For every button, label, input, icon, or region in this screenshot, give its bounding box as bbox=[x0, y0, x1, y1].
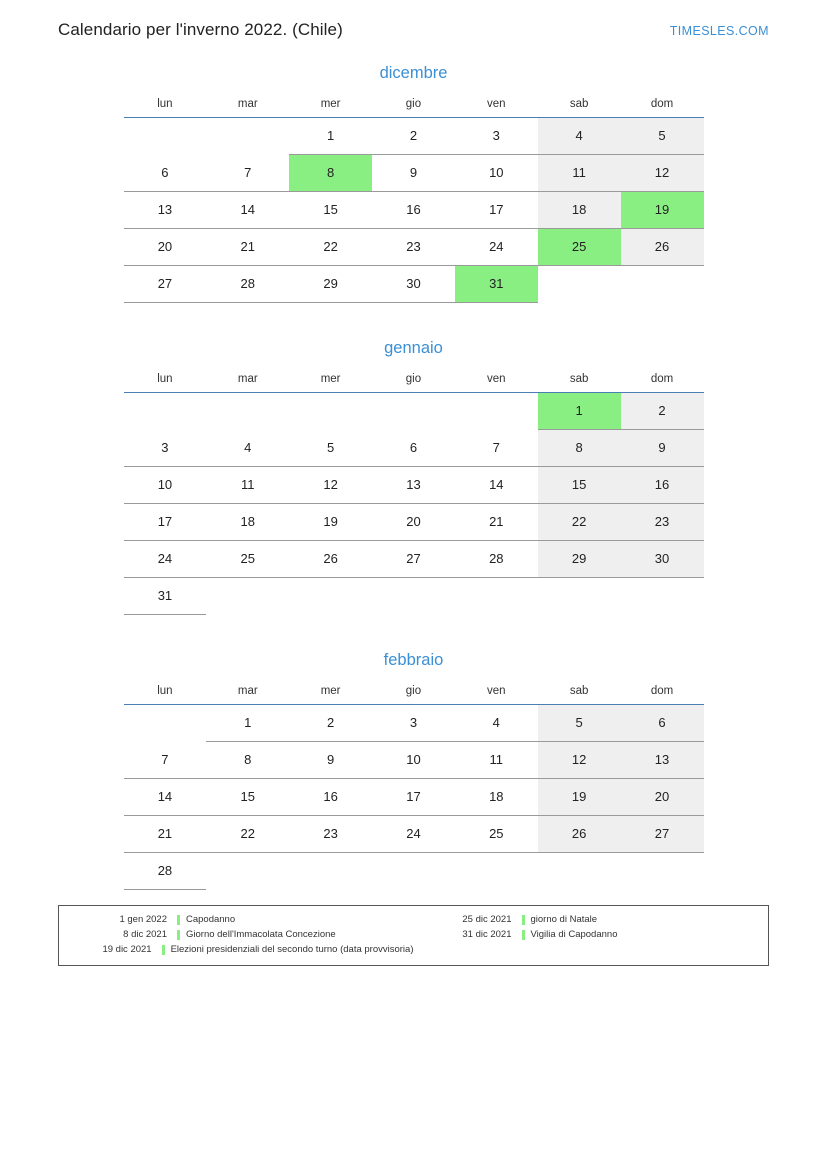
month-block bbox=[0, 651, 827, 926]
day-cell[interactable] bbox=[124, 779, 207, 816]
day-number: 28 bbox=[489, 551, 504, 566]
month-title: dicembre bbox=[379, 64, 448, 82]
day-cell-empty bbox=[621, 578, 704, 615]
day-number: 14 bbox=[489, 477, 504, 492]
day-cell[interactable] bbox=[372, 705, 455, 742]
day-number: 7 bbox=[161, 751, 169, 767]
week-row bbox=[124, 266, 704, 303]
day-number: 25 bbox=[240, 551, 255, 566]
week-row bbox=[124, 504, 704, 541]
weekday-header: lun bbox=[124, 372, 207, 393]
day-cell[interactable] bbox=[206, 541, 289, 578]
day-number: 20 bbox=[406, 514, 421, 529]
day-cell[interactable] bbox=[455, 118, 538, 155]
legend-column-left bbox=[69, 914, 414, 956]
day-number: 7 bbox=[492, 439, 500, 455]
month-spacer bbox=[0, 615, 827, 651]
legend-item bbox=[69, 929, 414, 941]
day-number: 5 bbox=[326, 439, 335, 455]
day-number: 13 bbox=[654, 752, 670, 767]
day-cell[interactable] bbox=[124, 504, 207, 541]
day-cell[interactable] bbox=[372, 229, 455, 266]
day-number: 28 bbox=[240, 276, 255, 291]
day-number: 6 bbox=[409, 439, 418, 455]
day-cell-empty bbox=[538, 578, 621, 615]
day-number: 15 bbox=[323, 202, 338, 217]
day-number: 16 bbox=[406, 202, 421, 217]
month-table bbox=[124, 372, 704, 615]
day-cell[interactable] bbox=[621, 430, 704, 467]
legend-date: 8 dic 2021 bbox=[123, 929, 167, 940]
day-cell[interactable] bbox=[538, 393, 621, 430]
weekday-header: dom bbox=[621, 97, 704, 118]
day-number: 26 bbox=[323, 551, 338, 566]
day-number: 4 bbox=[575, 128, 583, 143]
day-number: 15 bbox=[240, 789, 255, 804]
day-cell[interactable] bbox=[538, 779, 621, 816]
day-cell[interactable] bbox=[372, 118, 455, 155]
day-cell[interactable] bbox=[621, 118, 704, 155]
week-row bbox=[124, 742, 704, 779]
day-number: 14 bbox=[240, 202, 255, 217]
day-number: 10 bbox=[489, 165, 504, 180]
day-cell[interactable] bbox=[538, 742, 621, 779]
day-cell[interactable] bbox=[621, 779, 704, 816]
day-cell-empty bbox=[289, 393, 372, 430]
day-number: 20 bbox=[157, 239, 173, 254]
day-cell-empty bbox=[124, 393, 207, 430]
day-number: 21 bbox=[240, 239, 255, 254]
day-cell-empty bbox=[538, 853, 621, 890]
day-cell-empty bbox=[621, 266, 704, 303]
day-number: 4 bbox=[244, 439, 252, 455]
legend-column-right bbox=[414, 914, 759, 956]
month-title: febbraio bbox=[383, 651, 444, 669]
day-cell[interactable] bbox=[455, 705, 538, 742]
week-row bbox=[124, 705, 704, 742]
weekday-header: sab bbox=[538, 372, 621, 393]
month-block bbox=[0, 339, 827, 651]
day-cell[interactable] bbox=[289, 229, 372, 266]
day-cell[interactable] bbox=[455, 266, 538, 303]
day-number: 26 bbox=[654, 239, 670, 254]
day-cell[interactable] bbox=[372, 541, 455, 578]
legend-label: Capodanno bbox=[186, 914, 236, 925]
day-cell[interactable] bbox=[289, 504, 372, 541]
day-number: 20 bbox=[654, 789, 670, 804]
weekday-header: gio bbox=[372, 684, 455, 705]
day-number: 27 bbox=[157, 276, 173, 291]
day-number: 22 bbox=[240, 826, 255, 841]
day-number: 6 bbox=[658, 715, 666, 730]
day-number: 25 bbox=[571, 239, 587, 254]
day-cell[interactable] bbox=[206, 467, 289, 504]
day-cell[interactable] bbox=[289, 467, 372, 504]
day-number: 27 bbox=[654, 826, 670, 841]
day-cell[interactable] bbox=[538, 504, 621, 541]
day-number: 28 bbox=[157, 863, 173, 878]
weekday-header: sab bbox=[538, 684, 621, 705]
week-row bbox=[124, 541, 704, 578]
site-brand: TIMESLES.COM bbox=[669, 24, 769, 38]
day-number: 8 bbox=[244, 752, 252, 767]
weekday-header: lun bbox=[124, 97, 207, 118]
legend-color-swatch bbox=[522, 930, 525, 940]
legend-color-swatch bbox=[177, 915, 180, 925]
day-number: 2 bbox=[326, 715, 335, 730]
day-cell[interactable] bbox=[455, 541, 538, 578]
week-row bbox=[124, 229, 704, 266]
day-cell[interactable] bbox=[124, 853, 207, 890]
day-cell[interactable] bbox=[289, 118, 372, 155]
day-cell[interactable] bbox=[538, 541, 621, 578]
week-row bbox=[124, 192, 704, 229]
day-number: 23 bbox=[323, 826, 338, 841]
day-number: 19 bbox=[654, 202, 670, 217]
day-number: 17 bbox=[489, 202, 504, 217]
weekday-header: mar bbox=[206, 684, 289, 705]
day-cell[interactable] bbox=[124, 816, 207, 853]
day-cell[interactable] bbox=[538, 229, 621, 266]
day-cell[interactable] bbox=[621, 467, 704, 504]
day-number: 31 bbox=[157, 588, 173, 603]
day-cell-empty bbox=[289, 853, 372, 890]
day-number: 30 bbox=[406, 276, 421, 291]
day-cell[interactable] bbox=[124, 742, 207, 779]
weekday-header: mer bbox=[289, 684, 372, 705]
page-title: Calendario per l'inverno 2022. (Chile) bbox=[58, 20, 343, 39]
day-cell[interactable] bbox=[372, 155, 455, 192]
day-number: 5 bbox=[575, 715, 583, 730]
day-cell[interactable] bbox=[455, 430, 538, 467]
day-cell[interactable] bbox=[206, 430, 289, 467]
legend-item bbox=[414, 914, 759, 926]
day-number: 21 bbox=[489, 514, 504, 529]
legend-columns bbox=[69, 914, 758, 956]
day-cell[interactable] bbox=[455, 229, 538, 266]
day-cell[interactable] bbox=[455, 504, 538, 541]
day-number: 23 bbox=[654, 514, 670, 529]
day-number: 3 bbox=[409, 715, 418, 730]
week-row bbox=[124, 393, 704, 430]
day-cell[interactable] bbox=[289, 541, 372, 578]
weekday-header: gio bbox=[372, 372, 455, 393]
day-number: 17 bbox=[157, 514, 173, 529]
legend-item bbox=[414, 929, 759, 941]
day-cell[interactable] bbox=[124, 430, 207, 467]
day-cell[interactable] bbox=[455, 467, 538, 504]
legend-item bbox=[69, 944, 414, 956]
day-cell[interactable] bbox=[372, 779, 455, 816]
day-number: 11 bbox=[572, 165, 586, 180]
legend-date: 25 dic 2021 bbox=[462, 914, 512, 925]
day-number: 8 bbox=[326, 165, 335, 180]
day-cell[interactable] bbox=[289, 266, 372, 303]
day-cell[interactable] bbox=[124, 266, 207, 303]
day-number: 16 bbox=[654, 477, 670, 492]
week-row bbox=[124, 467, 704, 504]
day-number: 4 bbox=[492, 715, 500, 730]
day-cell[interactable] bbox=[455, 816, 538, 853]
day-cell[interactable] bbox=[206, 229, 289, 266]
day-cell[interactable] bbox=[621, 541, 704, 578]
day-cell[interactable] bbox=[206, 155, 289, 192]
day-cell[interactable] bbox=[372, 430, 455, 467]
day-cell[interactable] bbox=[455, 155, 538, 192]
day-cell[interactable] bbox=[372, 816, 455, 853]
day-number: 12 bbox=[654, 165, 670, 180]
day-number: 10 bbox=[406, 752, 421, 767]
day-number: 2 bbox=[409, 128, 418, 143]
day-cell[interactable] bbox=[538, 155, 621, 192]
day-cell[interactable] bbox=[124, 229, 207, 266]
day-number: 18 bbox=[571, 202, 587, 217]
day-cell[interactable] bbox=[206, 266, 289, 303]
day-number: 18 bbox=[489, 789, 504, 804]
month-table bbox=[124, 97, 704, 303]
day-cell[interactable] bbox=[289, 816, 372, 853]
day-number: 27 bbox=[406, 551, 421, 566]
legend-color-swatch bbox=[522, 915, 525, 925]
weekday-header: mar bbox=[206, 372, 289, 393]
months-container bbox=[0, 64, 827, 926]
day-cell[interactable] bbox=[289, 705, 372, 742]
day-number: 9 bbox=[409, 165, 418, 180]
day-cell[interactable] bbox=[124, 541, 207, 578]
day-cell-empty bbox=[455, 578, 538, 615]
day-number: 31 bbox=[489, 276, 504, 291]
legend-color-swatch bbox=[162, 945, 165, 955]
legend-date: 1 gen 2022 bbox=[119, 914, 167, 925]
day-cell[interactable] bbox=[621, 229, 704, 266]
day-number: 29 bbox=[323, 276, 338, 291]
day-cell[interactable] bbox=[538, 192, 621, 229]
day-number: 6 bbox=[161, 164, 169, 180]
day-cell-empty bbox=[455, 853, 538, 890]
day-number: 19 bbox=[323, 514, 338, 529]
weekday-header: sab bbox=[538, 97, 621, 118]
weekday-header: gio bbox=[372, 97, 455, 118]
day-number: 14 bbox=[157, 789, 173, 804]
day-number: 23 bbox=[406, 239, 421, 254]
day-cell[interactable] bbox=[289, 155, 372, 192]
day-cell[interactable] bbox=[206, 779, 289, 816]
day-number: 2 bbox=[658, 403, 666, 418]
legend-color-swatch bbox=[177, 930, 180, 940]
legend-label: Vigilia di Capodanno bbox=[530, 929, 618, 940]
day-cell[interactable] bbox=[289, 192, 372, 229]
day-number: 16 bbox=[323, 789, 338, 804]
day-cell[interactable] bbox=[124, 467, 207, 504]
day-cell-empty bbox=[372, 578, 455, 615]
day-number: 24 bbox=[489, 239, 504, 254]
day-cell-empty bbox=[372, 853, 455, 890]
day-cell[interactable] bbox=[289, 779, 372, 816]
day-cell[interactable] bbox=[206, 742, 289, 779]
weekday-header: mer bbox=[289, 97, 372, 118]
day-number: 9 bbox=[658, 440, 666, 455]
week-row bbox=[124, 430, 704, 467]
weekday-header: dom bbox=[621, 372, 704, 393]
day-cell[interactable] bbox=[621, 504, 704, 541]
legend-box bbox=[58, 905, 769, 966]
week-row bbox=[124, 853, 704, 890]
day-cell-empty bbox=[289, 578, 372, 615]
day-cell-empty bbox=[206, 393, 289, 430]
day-cell-empty bbox=[124, 705, 207, 742]
day-cell-empty bbox=[372, 393, 455, 430]
day-cell[interactable] bbox=[372, 192, 455, 229]
day-number: 24 bbox=[157, 551, 173, 566]
day-number: 12 bbox=[571, 752, 587, 767]
day-cell[interactable] bbox=[372, 504, 455, 541]
day-number: 1 bbox=[326, 128, 335, 143]
legend-item bbox=[69, 914, 414, 926]
day-cell[interactable] bbox=[621, 816, 704, 853]
day-number: 19 bbox=[571, 789, 587, 804]
day-cell[interactable] bbox=[372, 266, 455, 303]
day-number: 30 bbox=[654, 551, 670, 566]
day-cell[interactable] bbox=[124, 578, 207, 615]
weekday-header-row bbox=[124, 97, 704, 118]
weekday-header: dom bbox=[621, 684, 704, 705]
weekday-header: ven bbox=[455, 684, 538, 705]
day-cell-empty bbox=[206, 853, 289, 890]
day-cell[interactable] bbox=[455, 192, 538, 229]
day-cell[interactable] bbox=[206, 705, 289, 742]
legend-label: Giorno dell'Immacolata Concezione bbox=[186, 929, 336, 940]
day-cell[interactable] bbox=[538, 816, 621, 853]
weekday-header: mar bbox=[206, 97, 289, 118]
weekday-header: mer bbox=[289, 372, 372, 393]
day-number: 17 bbox=[406, 789, 421, 804]
page-header bbox=[0, 0, 827, 40]
day-number: 24 bbox=[406, 826, 421, 841]
day-cell[interactable] bbox=[538, 118, 621, 155]
month-spacer bbox=[0, 303, 827, 339]
day-number: 26 bbox=[571, 826, 587, 841]
day-cell[interactable] bbox=[206, 816, 289, 853]
day-cell[interactable] bbox=[289, 430, 372, 467]
day-number: 3 bbox=[492, 128, 500, 143]
day-cell[interactable] bbox=[621, 393, 704, 430]
legend-label: Elezioni presidenziali del secondo turno (data provvisoria) bbox=[170, 944, 414, 955]
week-row bbox=[124, 155, 704, 192]
day-number: 15 bbox=[571, 477, 587, 492]
legend-date: 31 dic 2021 bbox=[462, 929, 512, 940]
day-cell[interactable] bbox=[372, 742, 455, 779]
day-cell-empty bbox=[455, 393, 538, 430]
month-table bbox=[124, 684, 704, 890]
day-cell-empty bbox=[621, 853, 704, 890]
day-cell[interactable] bbox=[289, 742, 372, 779]
day-cell[interactable] bbox=[621, 742, 704, 779]
day-number: 5 bbox=[658, 128, 666, 143]
day-number: 9 bbox=[326, 752, 335, 767]
day-cell[interactable] bbox=[455, 779, 538, 816]
weekday-header-row bbox=[124, 684, 704, 705]
day-number: 1 bbox=[575, 403, 583, 418]
day-cell-empty bbox=[538, 266, 621, 303]
day-cell[interactable] bbox=[372, 467, 455, 504]
day-number: 13 bbox=[157, 202, 173, 217]
day-cell[interactable] bbox=[455, 742, 538, 779]
day-number: 22 bbox=[571, 514, 587, 529]
day-cell-empty bbox=[124, 118, 207, 155]
day-cell[interactable] bbox=[621, 705, 704, 742]
month-block bbox=[0, 64, 827, 339]
week-row bbox=[124, 578, 704, 615]
day-cell[interactable] bbox=[124, 155, 207, 192]
day-cell[interactable] bbox=[206, 504, 289, 541]
day-number: 7 bbox=[244, 164, 252, 180]
day-cell[interactable] bbox=[538, 467, 621, 504]
day-number: 25 bbox=[489, 826, 504, 841]
day-cell[interactable] bbox=[621, 155, 704, 192]
day-cell[interactable] bbox=[538, 705, 621, 742]
week-row bbox=[124, 118, 704, 155]
week-row bbox=[124, 779, 704, 816]
day-number: 22 bbox=[323, 239, 338, 254]
weekday-header: lun bbox=[124, 684, 207, 705]
day-cell[interactable] bbox=[538, 430, 621, 467]
day-cell-empty bbox=[206, 578, 289, 615]
month-title: gennaio bbox=[384, 339, 443, 357]
day-number: 3 bbox=[161, 439, 169, 455]
day-number: 10 bbox=[157, 477, 173, 492]
day-cell[interactable] bbox=[206, 192, 289, 229]
day-number: 11 bbox=[489, 752, 504, 767]
day-number: 18 bbox=[240, 514, 255, 529]
day-number: 11 bbox=[241, 477, 255, 492]
day-cell-empty bbox=[206, 118, 289, 155]
legend-date: 19 dic 2021 bbox=[102, 944, 152, 955]
day-number: 29 bbox=[571, 551, 587, 566]
day-cell[interactable] bbox=[621, 192, 704, 229]
day-cell[interactable] bbox=[124, 192, 207, 229]
day-number: 8 bbox=[575, 440, 583, 455]
day-number: 1 bbox=[244, 715, 252, 730]
week-row bbox=[124, 816, 704, 853]
weekday-header: ven bbox=[455, 97, 538, 118]
day-number: 13 bbox=[406, 477, 421, 492]
day-number: 21 bbox=[157, 826, 173, 841]
weekday-header-row bbox=[124, 372, 704, 393]
weekday-header: ven bbox=[455, 372, 538, 393]
legend-label: giorno di Natale bbox=[530, 914, 598, 925]
day-number: 12 bbox=[323, 477, 338, 492]
